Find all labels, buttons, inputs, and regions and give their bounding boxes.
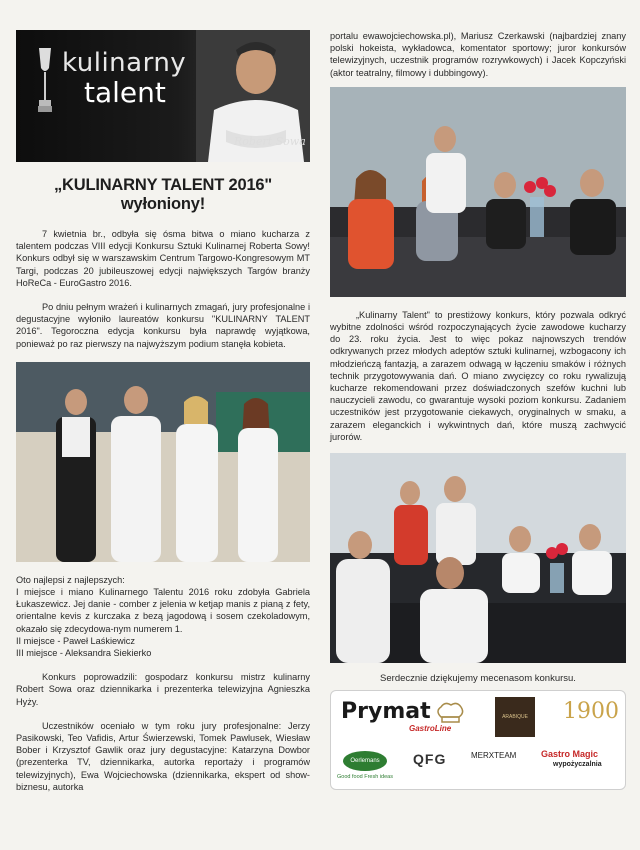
kulinarny-talent-banner — [16, 30, 310, 162]
left-column — [16, 30, 310, 793]
jury-illustration — [330, 87, 626, 297]
intro-paragraph: 7 kwietnia br., odbyła się ósma bitwa o miano kucharza z talentem podczas VIII edycji Konkursu Sztuki Kulinarnej Roberta Sowy! Konkurs odbył się w warszawskim Centrum Targowo-Kongresowym MT Targi, podczas 20 jubileuszowej edycji największych Targów branży HoReCa - EuroGastro 2016. — [16, 229, 310, 288]
winner-first-place: I miejsce i miano Kulinarnego Talentu 2016 roku zdobyła Gabriela Łukaszewicz. Jej danie - comber z jelenia w ketjap manis z pianą z fety, orientalne kevis z kurczaka z bezą jagodową i sosem czekoladowym, okazało się zdecydowa-nym numerem 1. — [16, 587, 310, 634]
competition-photo — [330, 453, 626, 663]
arabique-logo: ARABIQUE — [495, 697, 535, 737]
winner-third-place: III miejsce - Aleksandra Siekierko — [16, 648, 152, 659]
sponsors-box — [330, 690, 626, 790]
jury-photo — [330, 87, 626, 297]
winners-intro: Oto najlepsi z najlepszych: — [16, 574, 125, 585]
prymat-logo: Prymat — [341, 699, 431, 725]
signature: Robert Sowa — [234, 135, 306, 148]
winners-photo — [16, 362, 310, 562]
jury-paragraph: Uczestników oceniało w tym roku jury profesjonalne: Jerzy Pasikowski, Teo Vafidis, Artur Świerzewski, Tomek Pawlusek, Wiesław Bober i Krzysztof Gawlik oraz jury degustacyjne: Katarzyna Dowbor (prezenterka TV, dziennikarka, autorka reportaży i programów telewizyjnych), Ewa Wojciechowska (dziennikarka, ekspert od show-biznesu, autorka — [16, 720, 310, 792]
gastro-magic-logo: Gastro Magic — [541, 749, 599, 760]
wypozyczalnia-label: wypożyczalnia — [553, 761, 602, 769]
logo-1900: 1900 — [563, 699, 619, 725]
about-paragraph: „Kulinarny Talent" to prestiżowy konkurs, który pozwala odkryć wybitne zdolności wśród rozpoczynających życie zawodowe kucharzy do 23. roku życia. Jest to więc pokaz najnowszych trendów odkrywanych przez młodych adeptów sztuki kulinarnej, wzbogacony ich młodzieńczą fantazją, a zarazem odwagą w łączeniu smaków i różnych technik przygotowywania dań. O miano zwycięzcy co roku rywalizują kucharze rekomendowani przez doświadczonych szefów kuchni lub nauczycieli zawodu, co gwarantuje wysoki poziom konkursu. Zadaniem uczestników jest przygotowanie ciekawych, oryginalnych w smaku, a zarazem eleganckich i wykwintnych dań, które muszą zachwycić jurorów. — [330, 309, 626, 442]
competition-illustration — [330, 453, 626, 663]
oerlemans-logo: Oerlemans — [343, 751, 387, 771]
banner-title-line1: kulinarny — [62, 48, 187, 78]
article-headline: „KULINARNY TALENT 2016" wyłoniony! — [53, 176, 273, 213]
results-paragraph: Po dniu pełnym wrażeń i kulinarnych zmagań, jury profesjonalne i degustacyjne wyłoniło laureatów konkursu "KULINARNY TALENT 2016". Tegoroczna edycja konkursu była naprawdę wyjątkowa, ponieważ po raz pierwszy na najwyższym podium stanęła kobieta. — [16, 302, 310, 349]
hosts-paragraph: Konkurs poprowadzili: gospodarz konkursu mistrz kulinarny Robert Sowa oraz dziennikarka i prezenterka telewizyjna Agnieszka Hyży. — [16, 672, 310, 707]
gastroline-logo: GastroLine — [409, 724, 452, 734]
right-column — [330, 30, 626, 790]
headline-wrap — [16, 176, 310, 214]
winner-second-place: II miejsce - Paweł Laśkiewicz — [16, 635, 135, 646]
merxteam-logo: MERXTEAM — [471, 751, 517, 761]
jury-continued-paragraph: portalu ewawojciechowska.pl), Mariusz Czerkawski (najbardziej znany polski hokeista, wykładowca, komentator sportowy; juror konkursów telewizyjnych, uczestnik programów rozrywkowych) i Jacek Kopczyński (aktor teatralny, filmowy i dubbingowy). — [330, 31, 626, 78]
qfg-logo: QFG — [413, 751, 447, 768]
good-food-tagline: Good food Fresh ideas — [337, 774, 393, 781]
trophy-icon — [36, 46, 54, 116]
sponsors-thanks: Serdecznie dziękujemy mecenasom konkursu. — [380, 673, 576, 685]
banner-title-line2: talent — [84, 76, 166, 109]
winners-illustration — [16, 362, 310, 562]
chef-hat-icon — [435, 701, 465, 723]
